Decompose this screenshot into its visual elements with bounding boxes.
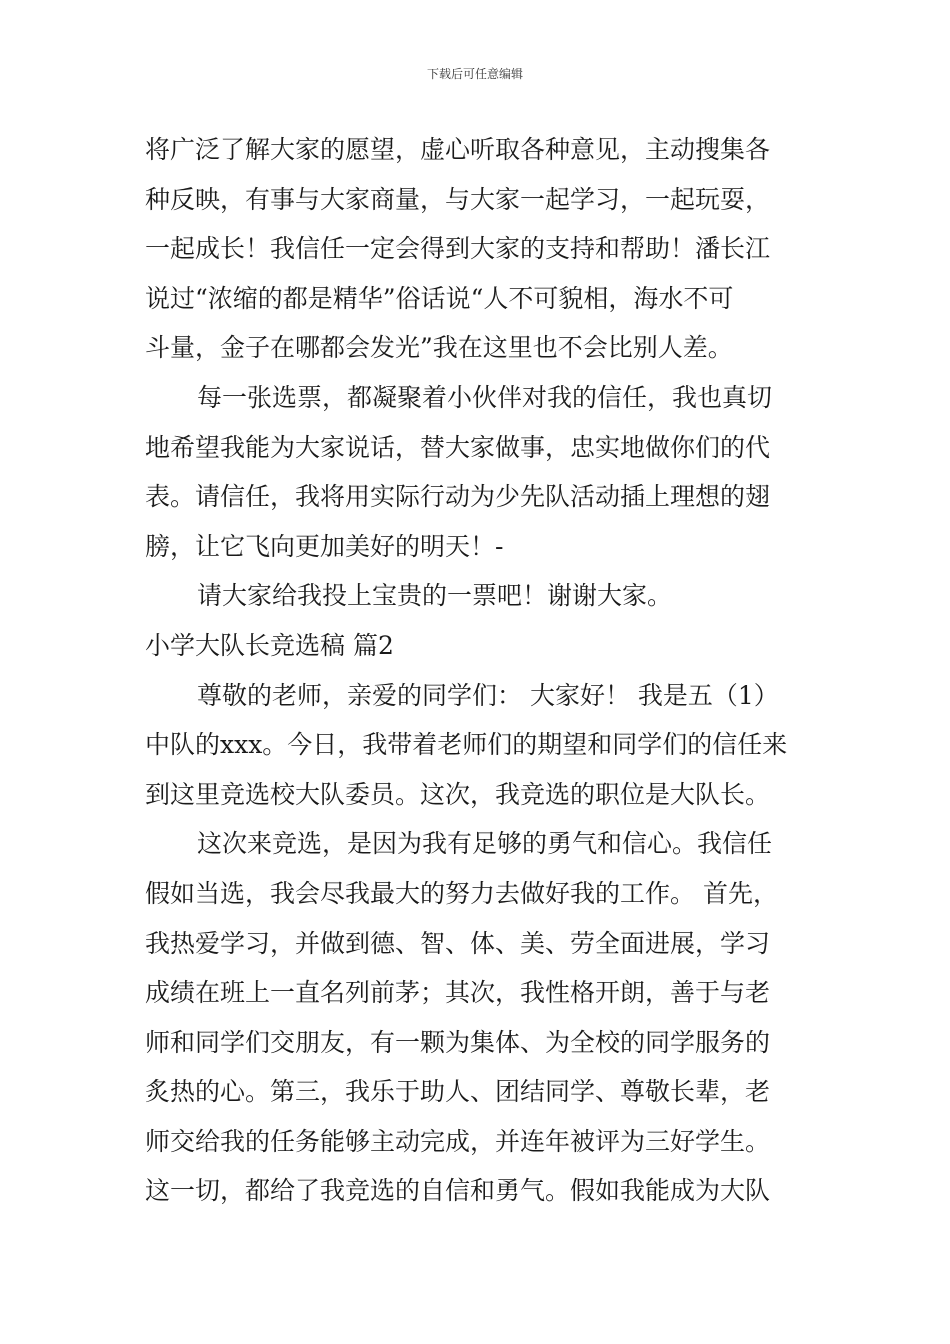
text-line: 成绩在班上一直名列前茅；其次，我性格开朗，善于与老 xyxy=(145,978,771,1008)
text-line: 师交给我的任务能够主动完成，并连年被评为三好学生。 xyxy=(145,1126,771,1156)
text-line: 假如当选，我会尽我最大的努力去做好我的工作。 首先， xyxy=(145,878,778,908)
text-line: 将广泛了解大家的愿望，虚心听取各种意见，主动搜集各 xyxy=(145,135,771,164)
paragraph-start-line: 这次来竞选，是因为我有足够的勇气和信心。我信任 xyxy=(197,829,773,859)
document-body xyxy=(145,125,810,1216)
text-line: 种反映，有事与大家商量，与大家一起学习，一起玩耍， xyxy=(145,184,771,214)
text-line: 我热爱学习，并做到德、智、体、美、劳全面进展，学习 xyxy=(145,928,771,958)
text-line: 师和同学们交朋友，有一颗为集体、为全校的同学服务的 xyxy=(145,1027,771,1057)
section-heading: 小学大队长竞选稿 篇2 xyxy=(145,630,394,660)
text-line: 表。请信任，我将用实际行动为少先队活动插上理想的翅 xyxy=(145,482,771,512)
text-line: 这一切，都给了我竞选的自信和勇气。假如我能成为大队 xyxy=(145,1176,771,1206)
paragraph-start-line: 尊敬的老师，亲爱的同学们： 大家好！ 我是五（1） xyxy=(197,680,779,710)
paragraph-start-line: 每一张选票，都凝聚着小伙伴对我的信任，我也真切 xyxy=(197,382,773,412)
text-line: 膀，让它飞向更加美好的明天！- xyxy=(145,531,504,561)
text-line: 中队的xxx。今日，我带着老师们的期望和同学们的信任来 xyxy=(145,730,788,760)
text-line: 地希望我能为大家说话，替大家做事，忠实地做你们的代 xyxy=(145,432,771,462)
text-line: 到这里竞选校大队委员。这次，我竞选的职位是大队长。 xyxy=(145,779,771,809)
text-line: 说过“浓缩的都是精华”俗话说“人不可貌相，海水不可 xyxy=(145,283,734,313)
text-line: 炙热的心。第三，我乐于助人、团结同学、尊敬长辈，老 xyxy=(145,1077,771,1107)
page-header-note: 下载后可任意编辑 xyxy=(426,67,523,81)
text-line: 一起成长！我信任一定会得到大家的支持和帮助！潘长江 xyxy=(145,234,771,264)
paragraph-start-line: 请大家给我投上宝贵的一票吧！谢谢大家。 xyxy=(197,581,673,611)
text-line: 斗量，金子在哪都会发光”我在这里也不会比别人差。 xyxy=(145,333,733,363)
